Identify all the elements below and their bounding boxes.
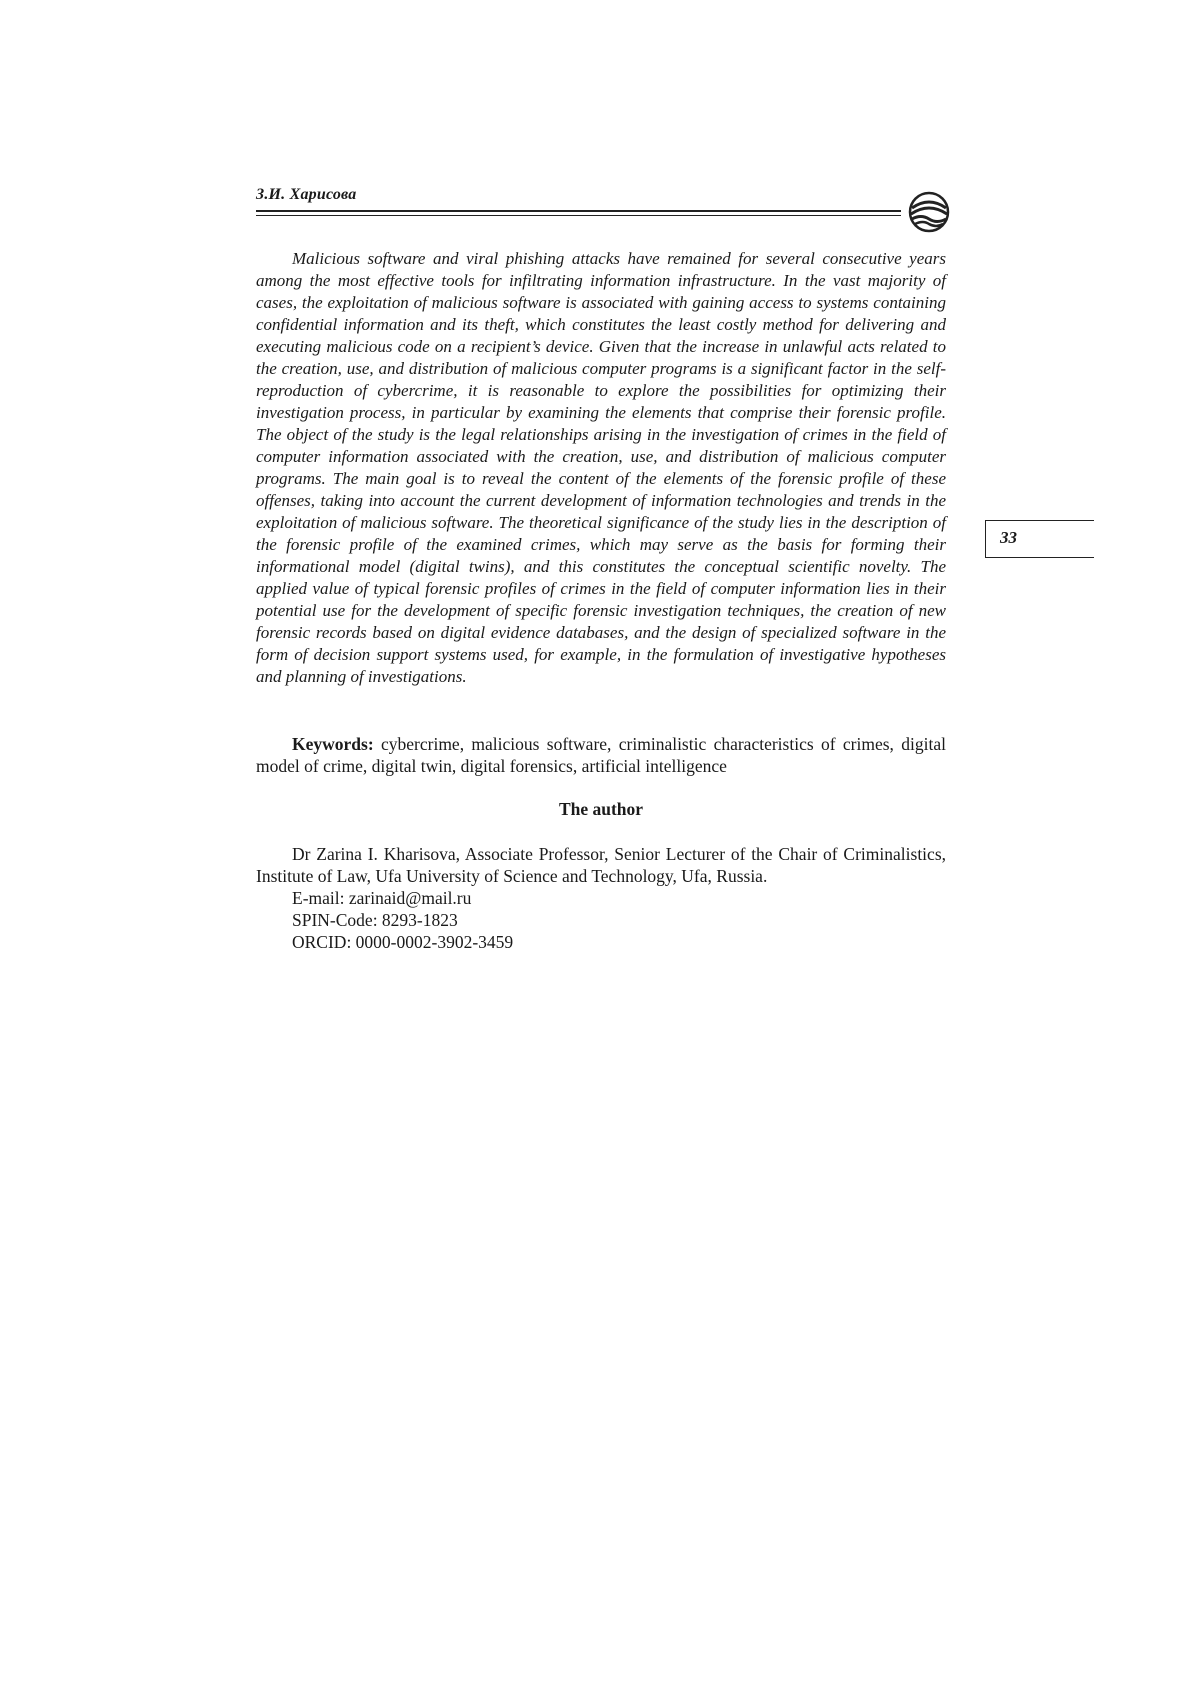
page-number: 33 [1000,528,1017,547]
keywords-list: cybercrime, malicious software, criminalistic characteristics of crimes, digital model of crime, digital twin, digital forensics, artificial intelligence [256,734,946,776]
journal-logo-icon [907,190,951,234]
abstract-text: Malicious software and viral phishing attacks have remained for several consecutive years among the most effective tools for infiltrating information infrastructure. In the vast majority of cases, the exploitation of malicious software is associated with gaining access to systems containing confidential information and its theft, which constitutes the least costly method for delivering and executing malicious code on a recipient’s device. Given that the increase in unlawful acts related to the creation, use, and distribution of malicious computer programs is a significant factor in the self-reproduction of cybercrime, it is reasonable to explore the possibilities for optimizing their investigation process, in particular by examining the elements that comprise their forensic profile. The object of the study is the legal relationships arising in the investigation of crimes in the field of computer information associated with the creation, use, and distribution of malicious computer programs. The main goal is to reveal the content of the elements of the forensic profile of these offenses, taking into account the current development of information technologies and trends in the exploitation of malicious software. The theoretical significance of the study lies in the description of the forensic profile of the examined crimes, which may serve as the basis for forming their informational model (digital twins), and this constitutes the conceptual scientific novelty. The applied value of typical forensic profiles of crimes in the field of computer information lies in their potential use for the development of specific forensic investigation techniques, the creation of new forensic records based on digital evidence databases, and the design of specialized software in the form of decision support systems used, for example, in the formulation of investigative hypotheses and planning of investigations. [256,249,946,686]
author-email: E-mail: zarinaid@mail.ru [292,888,472,908]
header-author: З.И. Харисова [256,186,357,203]
author-heading: The author [558,799,644,819]
author-spin-code: SPIN-Code: 8293-1823 [292,910,458,930]
keywords-label: Keywords: [292,734,374,754]
author-bio: Dr Zarina I. Kharisova, Associate Professor, Senior Lecturer of the Chair of Criminalistics, Institute of Law, Ufa University of Science and Technology, Ufa, Russia. [256,844,946,886]
header-rule-thin [256,215,901,216]
author-orcid: ORCID: 0000-0002-3902-3459 [292,932,514,952]
page-number-box [985,520,1094,558]
header-rule [256,210,901,212]
running-header [256,186,946,204]
keywords-paragraph [256,733,946,777]
